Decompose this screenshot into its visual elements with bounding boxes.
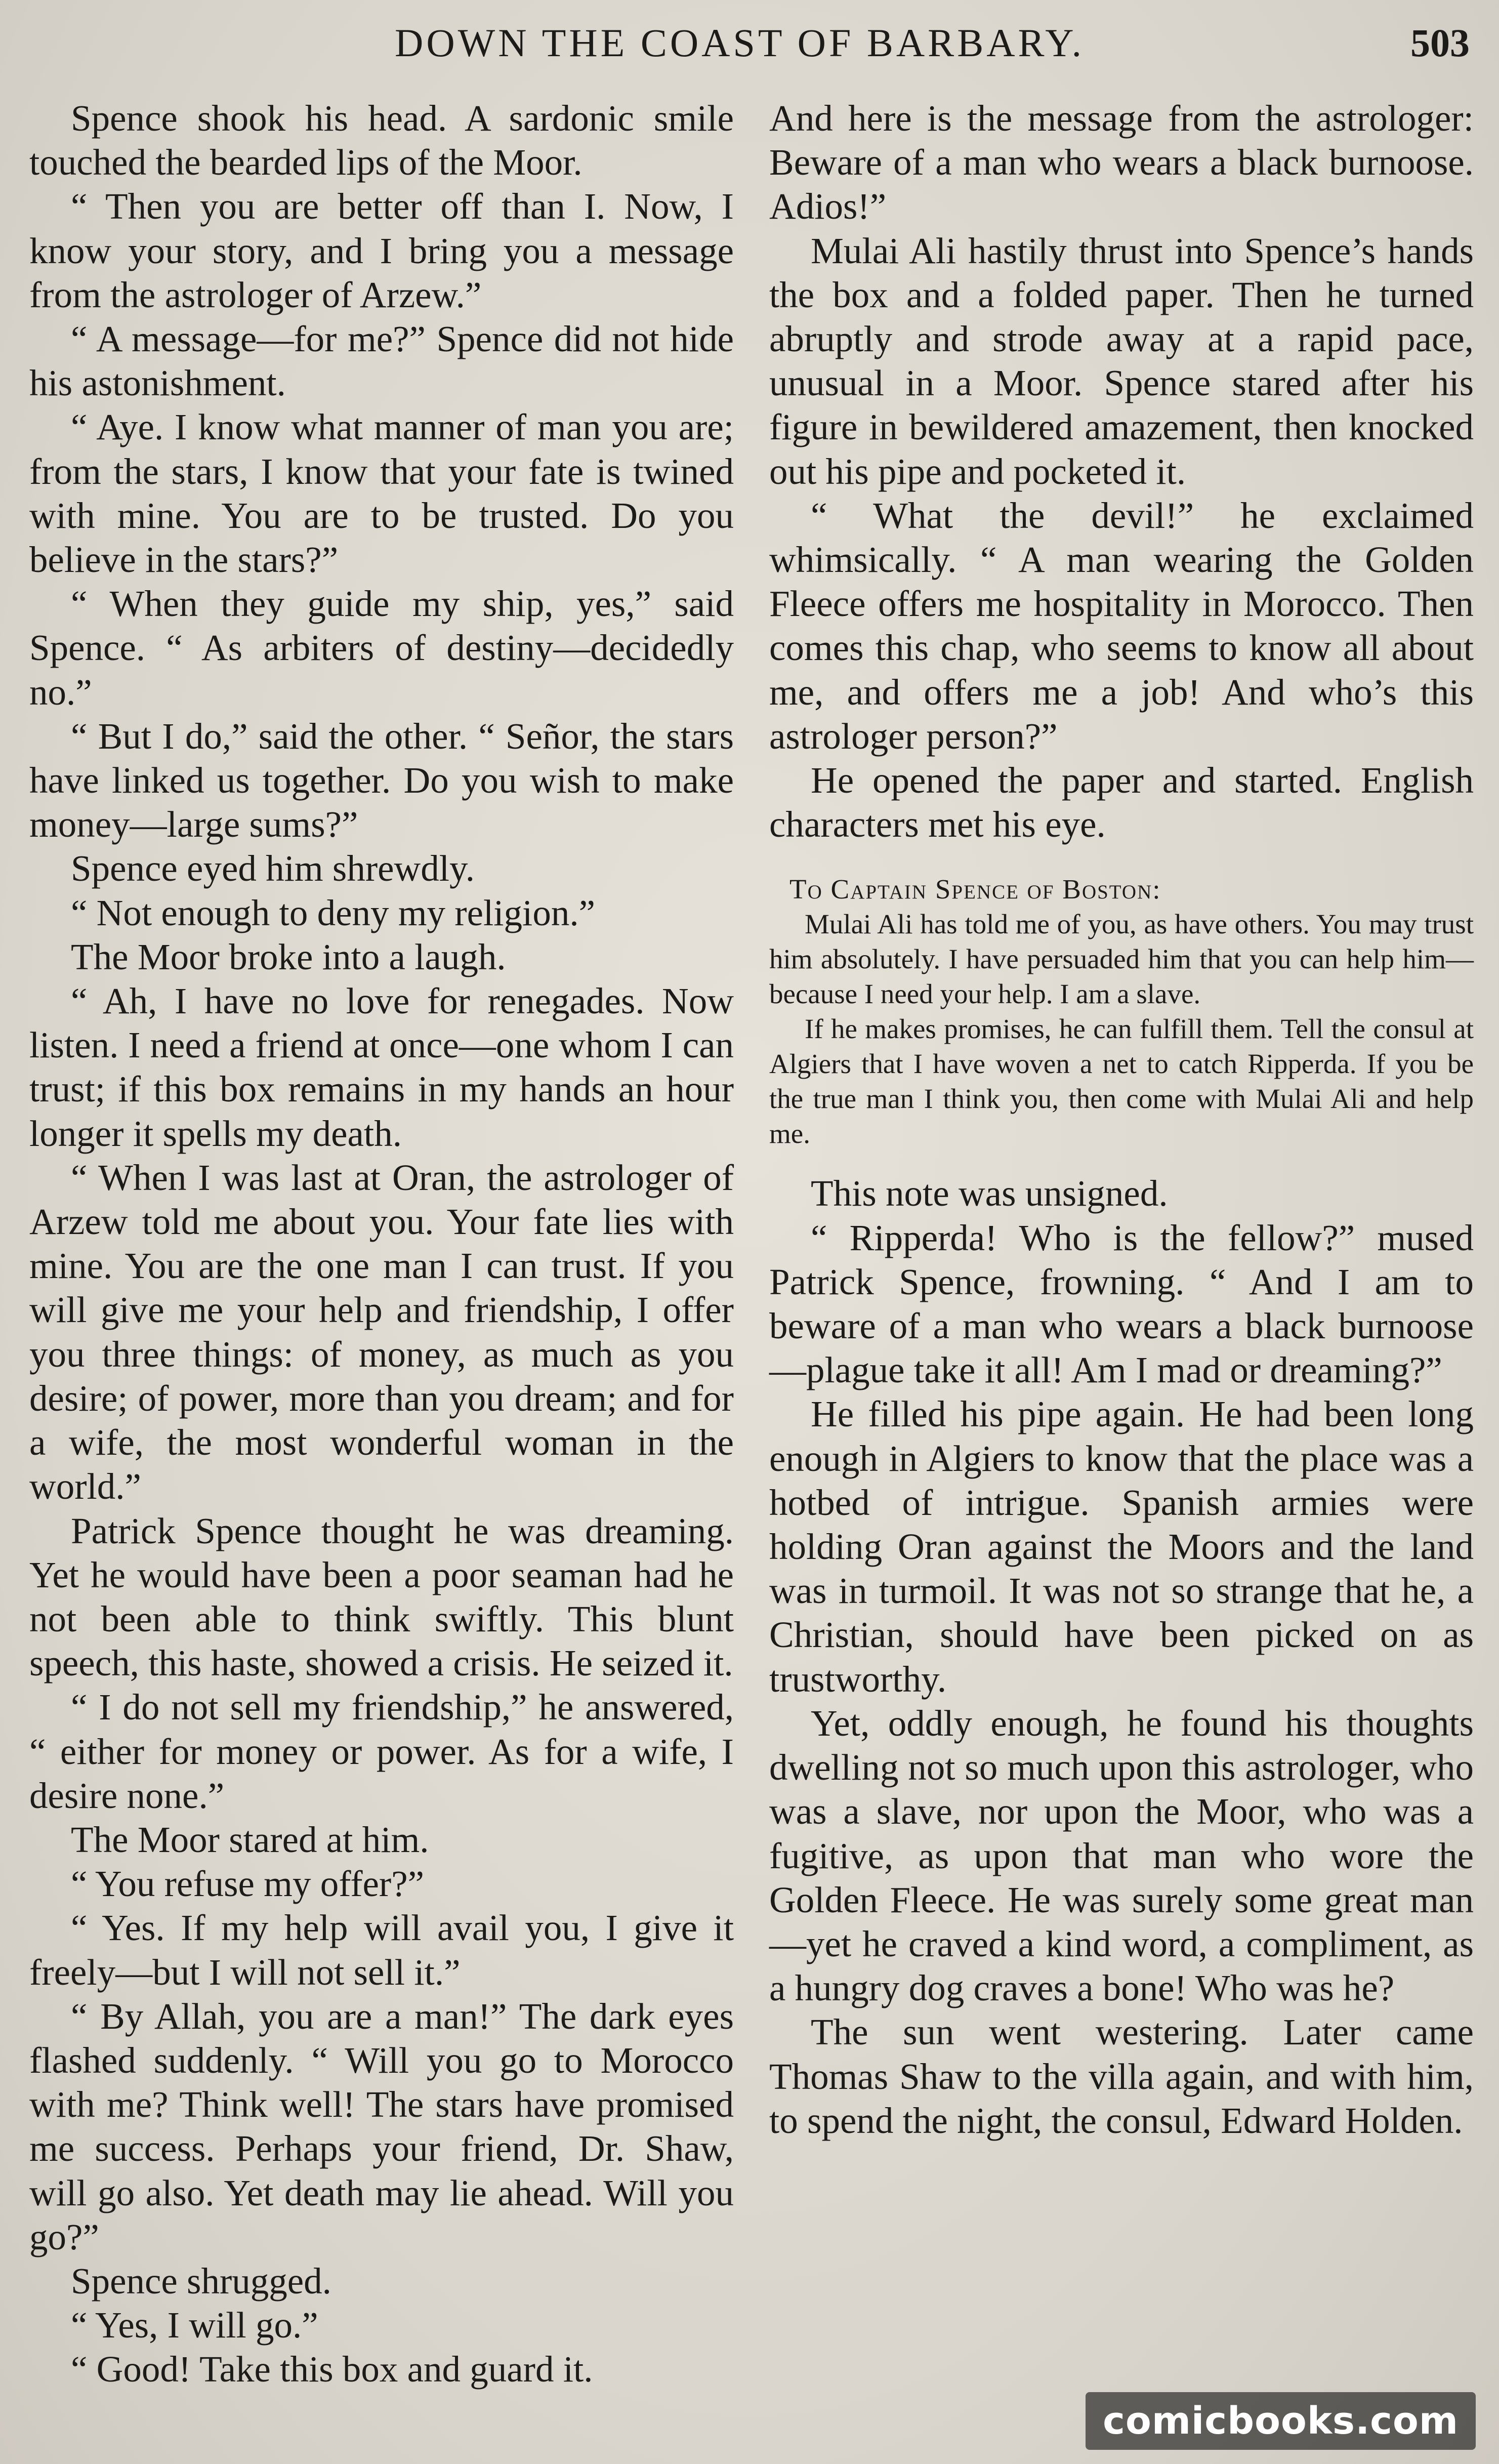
paragraph: Yet, oddly enough, he found his thoughts dwelling not so much upon this astrologer, who was a slave, nor upon the Moor, who was a fugitive, as upon that man who wore the Golden Fleece. He was surely some great man—yet he craved a kind word, a compliment, as a hungry dog craves a bone! Who was he? bbox=[769, 1702, 1474, 2009]
paragraph: “ Ah, I have no love for renegades. Now listen. I need a friend at once—one whom I can trust; if this box remains in my hands an hour longer it spells my death. bbox=[29, 980, 734, 1154]
paragraph: He opened the paper and started. English characters met his eye. bbox=[769, 760, 1474, 845]
running-header bbox=[0, 16, 1499, 67]
paragraph: Patrick Spence thought he was dreaming. Yet he would have been a poor seaman had he not been able to think swiftly. This blunt speech, this haste, showed a crisis. He seized it. bbox=[29, 1510, 734, 1684]
paragraph: The Moor stared at him. bbox=[71, 1819, 429, 1860]
paragraph: “ You refuse my offer?” bbox=[71, 1863, 425, 1905]
paragraph: He filled his pipe again. He had been long enough in Algiers to know that the place was a hotbed of intrigue. Spanish armies were holding Oran against the Moors and the land was in turmoil. It was not so strange that he, a Christian, should have been picked on as trustworthy. bbox=[769, 1393, 1474, 1700]
paragraph: Mulai Ali hastily thrust into Spence’s hands the box and a folded paper. Then he turned abruptly and strode away at a rapid pace, unusual in a Moor. Spence stared after his figure in bewildered amazement, then knocked out his pipe and pocketed it. bbox=[769, 230, 1474, 492]
paragraph: “ I do not sell my friendship,” he answered, “ either for money or power. As for a wife, I desire none.” bbox=[29, 1687, 734, 1816]
paragraph: “ What the devil!” he exclaimed whimsically. “ A man wearing the Golden Fleece offers me hospitality in Morocco. Then comes this chap, who seems to know all about me, and offers me a job! And who’s this astrologer person?” bbox=[769, 495, 1474, 757]
paragraph: Spence eyed him shrewdly. bbox=[71, 848, 475, 889]
paragraph: “ By Allah, you are a man!” The dark eyes flashed suddenly. “ Will you go to Morocco with me? Think well! The stars have promised me success. Perhaps your friend, Dr. Shaw, will go also. Yet death may lie ahead. Will you go?” bbox=[29, 1995, 734, 2257]
paragraph: The sun went westering. Later came Thomas Shaw to the villa again, and with him, to spend the night, the consul, Edward Holden. bbox=[769, 2011, 1474, 2141]
left-column bbox=[29, 96, 734, 2392]
page-number: 503 bbox=[1410, 21, 1470, 65]
paragraph: “ Good! Take this box and guard it. bbox=[71, 2349, 593, 2390]
paragraph: Spence shrugged. bbox=[71, 2260, 331, 2302]
paragraph: “ A message—for me?” Spence did not hide his astonishment. bbox=[29, 318, 734, 404]
paragraph: “ Yes, I will go.” bbox=[71, 2305, 318, 2346]
paragraph: Spence shook his head. A sardonic smile touched the bearded lips of the Moor. bbox=[29, 98, 734, 183]
paragraph: “ But I do,” said the other. “ Señor, the stars have linked us together. Do you wish to make money—large sums?” bbox=[29, 715, 734, 845]
paragraph: “ Aye. I know what manner of man you are; from the stars, I know that your fate is twined with mine. You are to be trusted. Do you believe in the stars?” bbox=[29, 406, 734, 581]
paragraph: This note was unsigned. bbox=[811, 1173, 1168, 1214]
site-watermark: comicbooks.com bbox=[1086, 2392, 1476, 2450]
right-column-after-letter bbox=[769, 1171, 1474, 2142]
paragraph: The Moor broke into a laugh. bbox=[71, 936, 506, 977]
paragraph: “ When they guide my ship, yes,” said Spence. “ As arbiters of destiny—decidedly no.” bbox=[29, 583, 734, 713]
letter-note bbox=[769, 872, 1474, 1151]
paragraph: “ Then you are better off than I. Now, I know your story, and I bring you a message from the astrologer of Arzew.” bbox=[29, 186, 734, 315]
right-column-before-letter bbox=[769, 96, 1474, 846]
paragraph: “ Not enough to deny my religion.” bbox=[71, 892, 595, 933]
paragraph: “ When I was last at Oran, the astrologer of Arzew told me about you. Your fate lies with mine. You are the one man I can trust. If you will give me your help and friendship, I offer you three things: of money, as much as you desire; of power, more than you dream; and for a wife, the most wonderful woman in the world.” bbox=[29, 1157, 734, 1507]
letter-salutation: To Captain Spence of Boston: bbox=[789, 874, 1161, 905]
letter-paragraph: If he makes promises, he can fulfill them. Tell the consul at Algiers that I have woven a net to catch Ripperda. If you be the true man I think you, then come with Mulai Ali and help me. bbox=[769, 1013, 1474, 1149]
letter-body bbox=[769, 907, 1474, 1151]
running-title: DOWN THE COAST OF BARBARY. bbox=[395, 21, 1085, 65]
letter-paragraph: Mulai Ali has told me of you, as have others. You may trust him absolutely. I have persuaded him that you can help him—because I need your help. I am a slave. bbox=[769, 909, 1474, 1010]
paragraph: “ Ripperda! Who is the fellow?” mused Patrick Spence, frowning. “ And I am to beware of a man who wears a black burnoose—plague take it all! Am I mad or dreaming?” bbox=[769, 1217, 1474, 1391]
paragraph: And here is the message from the astrologer: Beware of a man who wears a black burnoose. Adios!” bbox=[769, 98, 1474, 227]
paragraph: “ Yes. If my help will avail you, I give it freely—but I will not sell it.” bbox=[29, 1907, 734, 1993]
right-column bbox=[769, 96, 1474, 2143]
